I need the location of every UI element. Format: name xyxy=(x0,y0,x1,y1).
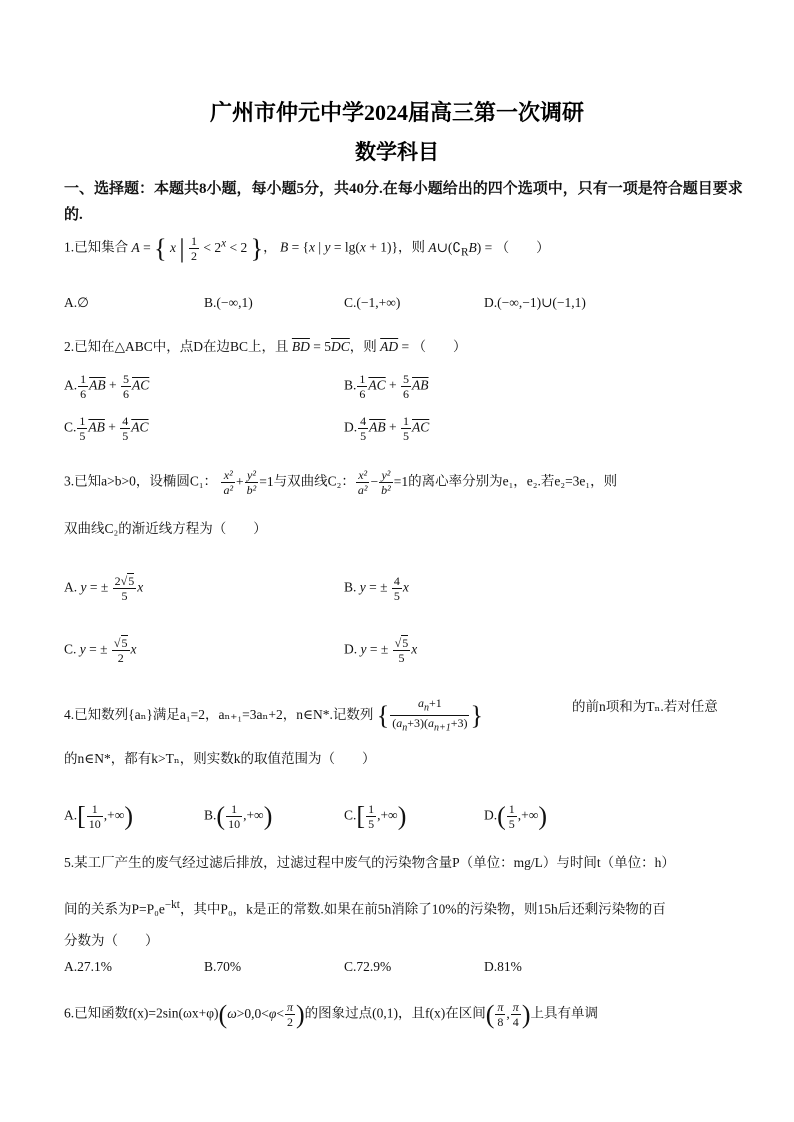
question-text: 的前n项和为Tₙ.若对任意 xyxy=(572,699,718,714)
option-c[interactable]: C. $\frac{1}{5}$ $\overline{AB}$ + $\frac{4}{5}$ $\overline{AC}$ xyxy=(64,414,149,443)
question-5 xyxy=(64,852,744,874)
question-5-line-2 xyxy=(64,894,744,921)
option-d[interactable]: D. $\frac{4}{5}$ $\overline{AB}$ + $\frac{1}{5}$ $\overline{AC}$ xyxy=(344,414,430,443)
option-a[interactable]: A.∅ xyxy=(64,295,89,310)
option-b[interactable]: B. $\frac{1}{6}$ $\overline{AC}$ + $\frac{5}{6}$ $\overline{AB}$ xyxy=(344,372,429,401)
question-text: 已知函数f(x)=2sin(ωx+φ) xyxy=(74,1005,219,1021)
option-a[interactable]: A.[ $\frac{1}{10}$ ,+∞) xyxy=(64,801,134,831)
option-label: D. xyxy=(484,807,498,823)
option-a[interactable]: A. $\frac{1}{6}$ $\overline{AB}$ + $\frac{5}{6}$ $\overline{AC}$ xyxy=(64,372,150,401)
set-b-expression: B = {x | y = lg(x + 1)} xyxy=(279,239,398,255)
question-number: 6. xyxy=(64,1005,75,1021)
option-b[interactable]: B.(−∞,1) xyxy=(204,295,253,310)
union-expression: $A\cup(∁_RB)$ = （ ） xyxy=(428,239,550,259)
option-b[interactable]: B.70% xyxy=(204,959,242,974)
exam-title: 广州市仲元中学2024届高三第一次调研 xyxy=(209,100,584,125)
question-text: 已知集合 xyxy=(74,239,129,255)
question-2 xyxy=(64,336,744,358)
option-label: B. xyxy=(344,579,357,595)
option-label: C. xyxy=(344,807,357,823)
option-label: A. xyxy=(64,807,78,823)
vector-target: $\overline{AD}$ = （ ） xyxy=(380,339,467,354)
option-label: D. xyxy=(344,419,358,435)
option-label: A. xyxy=(64,579,78,595)
option-c[interactable]: C.[ $\frac{1}{5}$ ,+∞) xyxy=(344,801,407,831)
question-number: 5. xyxy=(64,855,75,870)
question-number: 4. xyxy=(64,706,75,722)
question-4-continued: 的n∈N*，都有k>Tₙ，则实数k的取值范围为（ ） xyxy=(64,751,376,766)
question-text: 已知数列{aₙ}满足a₁=2，aₙ₊₁=3aₙ+2，n∈N*.记数列 xyxy=(74,706,374,722)
question-text: 某工厂产生的废气经过滤后排放，过滤过程中废气的污染物含量P（单位：mg/L）与时间t（单位：h） xyxy=(74,855,675,870)
question-text: 的离心率分别为e₁，e₂.若e₂=3e₁，则 xyxy=(408,473,618,489)
sequence-expression: { $\frac{a_n+1}{(a_n+3)(a_{n+1}+3)}$ } xyxy=(376,696,483,734)
parameter-constraint: (ω>0,0<φ< $\frac{\pi}{2}$ ) xyxy=(218,999,305,1029)
question-text: 与双曲线C₂： xyxy=(273,473,355,489)
option-d[interactable]: D.81% xyxy=(484,959,522,974)
set-a-expression: A = { x | $\frac{1}{2}$ < $2^x < 2$ } xyxy=(131,233,264,263)
section-heading: 一、选择题：本题共8小题，每小题5分，共40分.在每小题给出的四个选项中，只有一项是符合题目要求的. xyxy=(64,181,743,223)
question-number: 1. xyxy=(64,239,75,255)
question-text: 间的关系为P=P₀e xyxy=(64,901,165,917)
question-3-continued: 双曲线C₂的渐近线方程为（ ） xyxy=(64,521,267,536)
option-c[interactable]: C. y = ± $\frac{√5}{2}$ x xyxy=(64,636,137,665)
question-5-line-3: 分数为（ ） xyxy=(64,933,159,948)
option-label: B. xyxy=(204,807,217,823)
option-d[interactable]: D.( $\frac{1}{5}$ ,+∞) xyxy=(484,801,548,831)
option-b[interactable]: B.( $\frac{1}{10}$ ,+∞) xyxy=(204,801,273,831)
question-6 xyxy=(64,1000,744,1029)
question-text: 的图象过点(0,1)，且f(x)在区间 xyxy=(304,1005,486,1021)
question-3 xyxy=(64,468,744,497)
ellipse-equation: $\frac{\text{x²}}{\text{a²}}$ + $\frac{\text{y²}}{\text{b²}}$ =1 xyxy=(223,468,274,497)
option-b[interactable]: B. y = ± $\frac{4}{5}$ x xyxy=(344,574,409,603)
exponent: −kt xyxy=(164,899,180,911)
option-label: C. xyxy=(64,419,77,435)
option-label: B. xyxy=(344,377,357,393)
option-label: D. xyxy=(344,641,358,657)
option-label: A. xyxy=(64,377,78,393)
option-c[interactable]: C.72.9% xyxy=(344,959,392,974)
question-number: 2. xyxy=(64,339,75,354)
question-1: 1.已知集合 A = { x | $\frac{1}{2}$ < $2^x < 2$ }， B = {x | y = lg(x + 1)}，则 $A\cup(∁_RB)$ = （ ） xyxy=(64,233,550,263)
hyperbola-equation: $\frac{\text{x²}}{\text{a²}}$ − $\frac{\text{y²}}{\text{b²}}$ =1 xyxy=(357,468,409,497)
question-text: 已知a>b>0，设椭圆C₁： xyxy=(74,473,218,489)
option-label: C. xyxy=(64,641,77,657)
question-text: 上具有单调 xyxy=(530,1005,598,1021)
question-text: ，其中P₀，k是正的常数.如果在前5h消除了10%的污染物，则15h后还剩污染物的百 xyxy=(179,901,666,917)
option-c[interactable]: C.(−1,+∞) xyxy=(344,295,401,310)
option-a[interactable]: A. y = ± $\frac{2√5}{5}$ x xyxy=(64,574,144,603)
question-text: ，则 xyxy=(349,339,377,354)
subject-title: 数学科目 xyxy=(355,140,439,164)
option-a[interactable]: A.27.1% xyxy=(64,959,112,974)
interval-expression: ( $\frac{\pi}{8}$ , $\frac{\pi}{4}$ ) xyxy=(485,999,531,1029)
question-text: ，则 xyxy=(397,239,425,255)
vector-equation: $\overline{BD} = 5\overline{DC}$ xyxy=(291,339,350,354)
question-text: 已知在△ABC中，点D在边BC上，且 xyxy=(74,339,289,354)
option-d[interactable]: D.(−∞,−1)∪(−1,1) xyxy=(484,295,586,310)
option-d[interactable]: D. y = ± $\frac{√5}{5}$ x xyxy=(344,636,418,665)
question-number: 3. xyxy=(64,473,75,489)
